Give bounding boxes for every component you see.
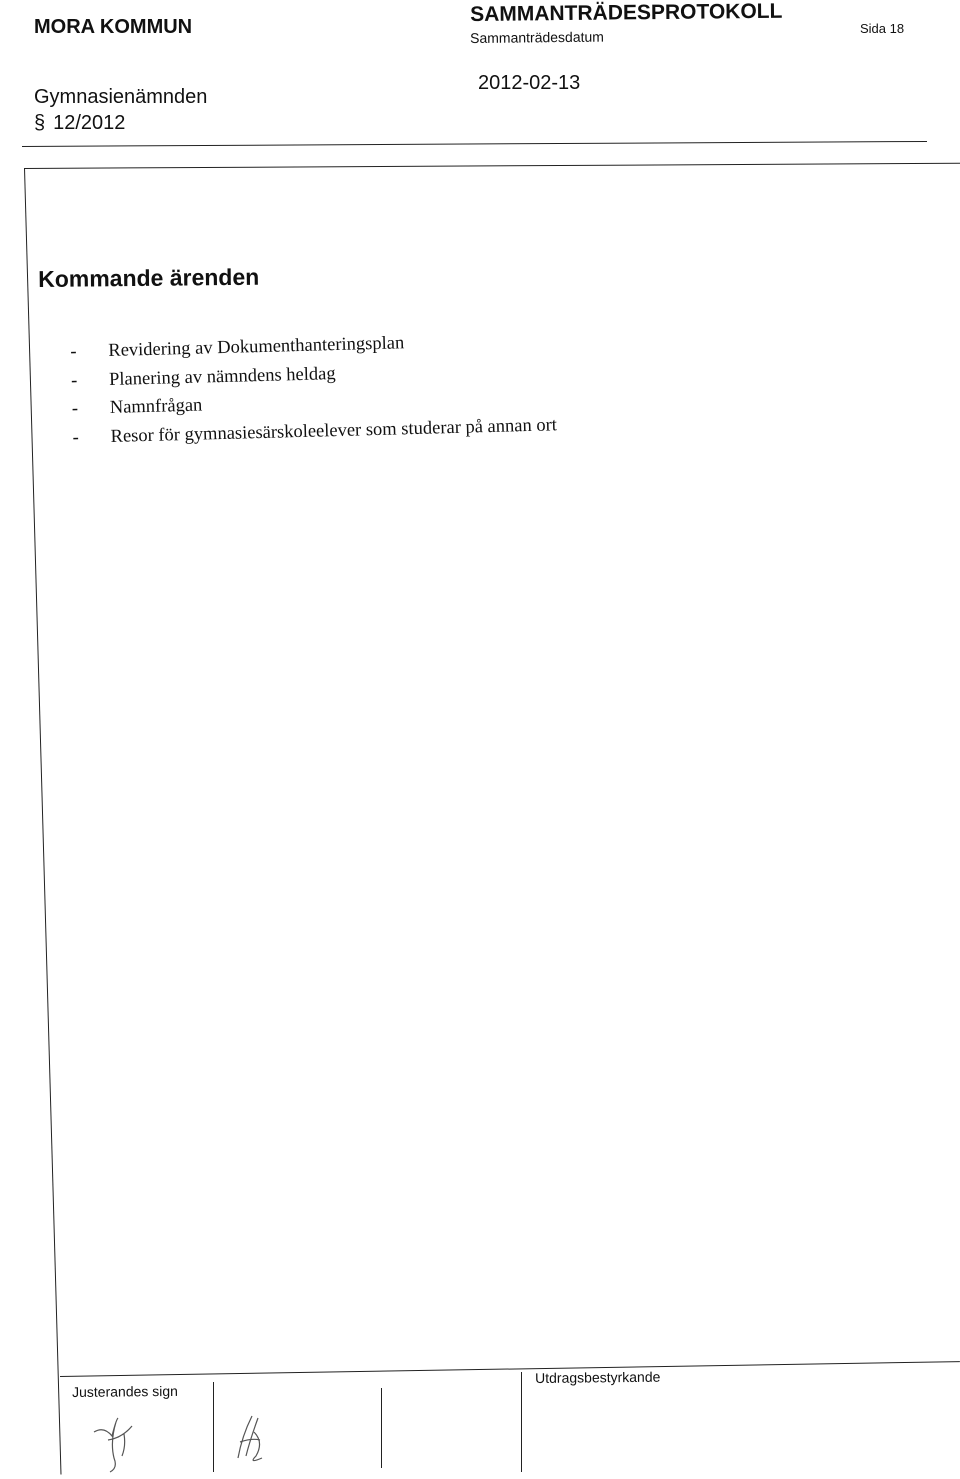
footer-column-divider [521, 1372, 522, 1472]
meeting-date: 2012-02-13 [478, 72, 581, 94]
agenda-list [70, 325, 557, 452]
list-item-text: Planering av nämndens heldag [108, 363, 336, 390]
section-number: 12/2012 [53, 112, 126, 134]
content-frame-top [24, 163, 960, 169]
footer-column-divider [213, 1382, 214, 1472]
page-number: Sida 18 [860, 21, 905, 36]
section-heading: Kommande ärenden [38, 263, 260, 292]
document-type: SAMMANTRÄDESPROTOKOLL [470, 0, 783, 26]
committee-name: Gymnasienämnden [34, 86, 208, 108]
organization-name: MORA KOMMUN [34, 16, 193, 38]
list-bullet: - [72, 427, 80, 448]
extract-certification-label: Utdragsbestyrkande [535, 1368, 661, 1386]
list-bullet: - [70, 370, 78, 391]
list-bullet: - [70, 341, 77, 362]
handwritten-signature-2 [228, 1412, 278, 1472]
signature-label: Justerandes sign [72, 1382, 179, 1400]
header-divider [22, 141, 927, 147]
list-item-text: Revidering av Dokumenthanteringsplan [108, 333, 405, 361]
handwritten-signature-1 [88, 1412, 148, 1474]
content-frame-left [24, 168, 61, 1475]
list-bullet: - [71, 398, 79, 419]
list-item-text: Resor för gymnasiesärskoleelever som studerar på annan ort [110, 414, 558, 447]
footer-column-divider [381, 1388, 382, 1468]
section-symbol: § [34, 112, 46, 134]
section-reference [34, 112, 125, 135]
meeting-date-label: Sammanträdesdatum [470, 28, 605, 46]
footer-divider [60, 1361, 960, 1377]
list-item-text: Namnfrågan [109, 395, 203, 418]
